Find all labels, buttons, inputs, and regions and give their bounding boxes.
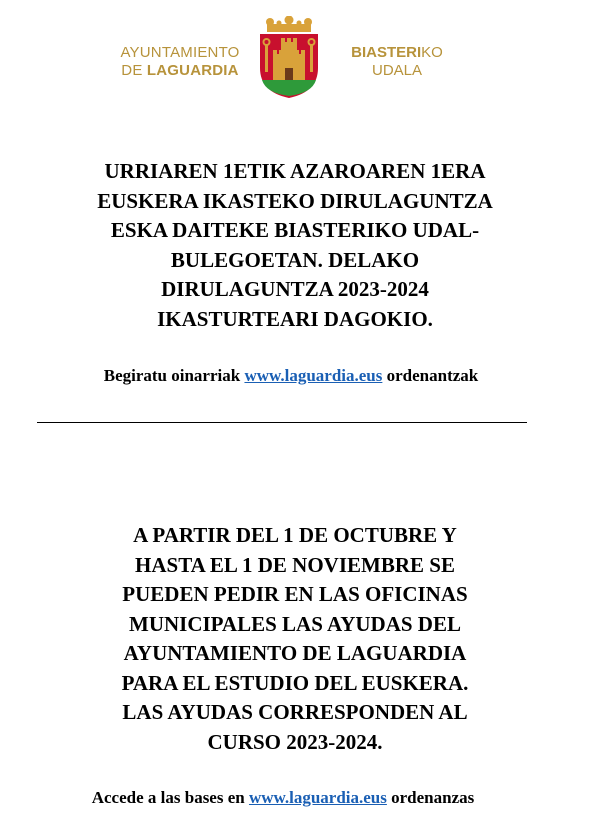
wordmark-right-line1 — [342, 44, 452, 62]
wordmark-left-line1: AYUNTAMIENTO — [120, 44, 240, 61]
ayuntamiento-wordmark — [110, 44, 250, 80]
wordmark-left-prefix: DE — [121, 62, 147, 79]
coat-of-arms-icon — [254, 16, 324, 100]
section-divider — [37, 422, 527, 423]
wordmark-right-line2: UDALA — [371, 62, 423, 79]
basque-announcement — [0, 157, 590, 334]
wordmark-right-suffix: KO — [421, 44, 443, 61]
spanish-line: MUNICIPALES LAS AYUDAS DEL — [129, 611, 461, 636]
spanish-line: PUEDEN PEDIR EN LAS OFICINAS — [122, 582, 468, 606]
basque-line: IKASTURTEARI DAGOKIO. — [157, 306, 433, 331]
wordmark-right-bold: BIASTERI — [351, 44, 422, 61]
basque-line: ESKA DAITEKE BIASTERIKO UDAL- — [110, 218, 480, 242]
wordmark-left-line2 — [110, 62, 250, 80]
basque-line: URRIAREN 1ETIK AZAROAREN 1ERA — [104, 159, 486, 183]
basque-note-suffix: ordenantzak — [382, 366, 479, 385]
header-logo-bar — [110, 16, 450, 102]
spanish-note-suffix: ordenanzas — [386, 788, 475, 807]
basque-line: DIRULAGUNTZA 2023-2024 — [161, 277, 429, 301]
basque-line: EUSKERA IKASTEKO DIRULAGUNTZA — [97, 188, 493, 213]
spanish-line: HASTA EL 1 DE NOVIEMBRE SE — [135, 552, 455, 577]
basque-note-prefix: Begiratu oinarriak — [103, 366, 245, 385]
spanish-line: PARA EL ESTUDIO DEL EUSKERA. — [121, 670, 469, 695]
biasteriko-wordmark — [342, 44, 452, 80]
spanish-line: A PARTIR DEL 1 DE OCTUBRE Y — [133, 523, 457, 547]
spanish-line: AYUNTAMIENTO DE LAGUARDIA — [123, 641, 467, 665]
spanish-note-prefix: Accede a las bases en — [91, 788, 249, 807]
basque-line: BULEGOETAN. DELAKO — [170, 247, 420, 272]
spanish-website-link[interactable]: www.laguardia.eus — [248, 788, 387, 807]
basque-website-link[interactable]: www.laguardia.eus — [244, 366, 383, 385]
basque-bases-note — [0, 366, 586, 386]
spanish-line: CURSO 2023-2024. — [207, 729, 383, 754]
spanish-bases-note — [0, 788, 578, 808]
spanish-announcement — [0, 521, 590, 757]
spanish-line: LAS AYUDAS CORRESPONDEN AL — [122, 700, 468, 724]
wordmark-left-bold: LAGUARDIA — [146, 62, 239, 79]
